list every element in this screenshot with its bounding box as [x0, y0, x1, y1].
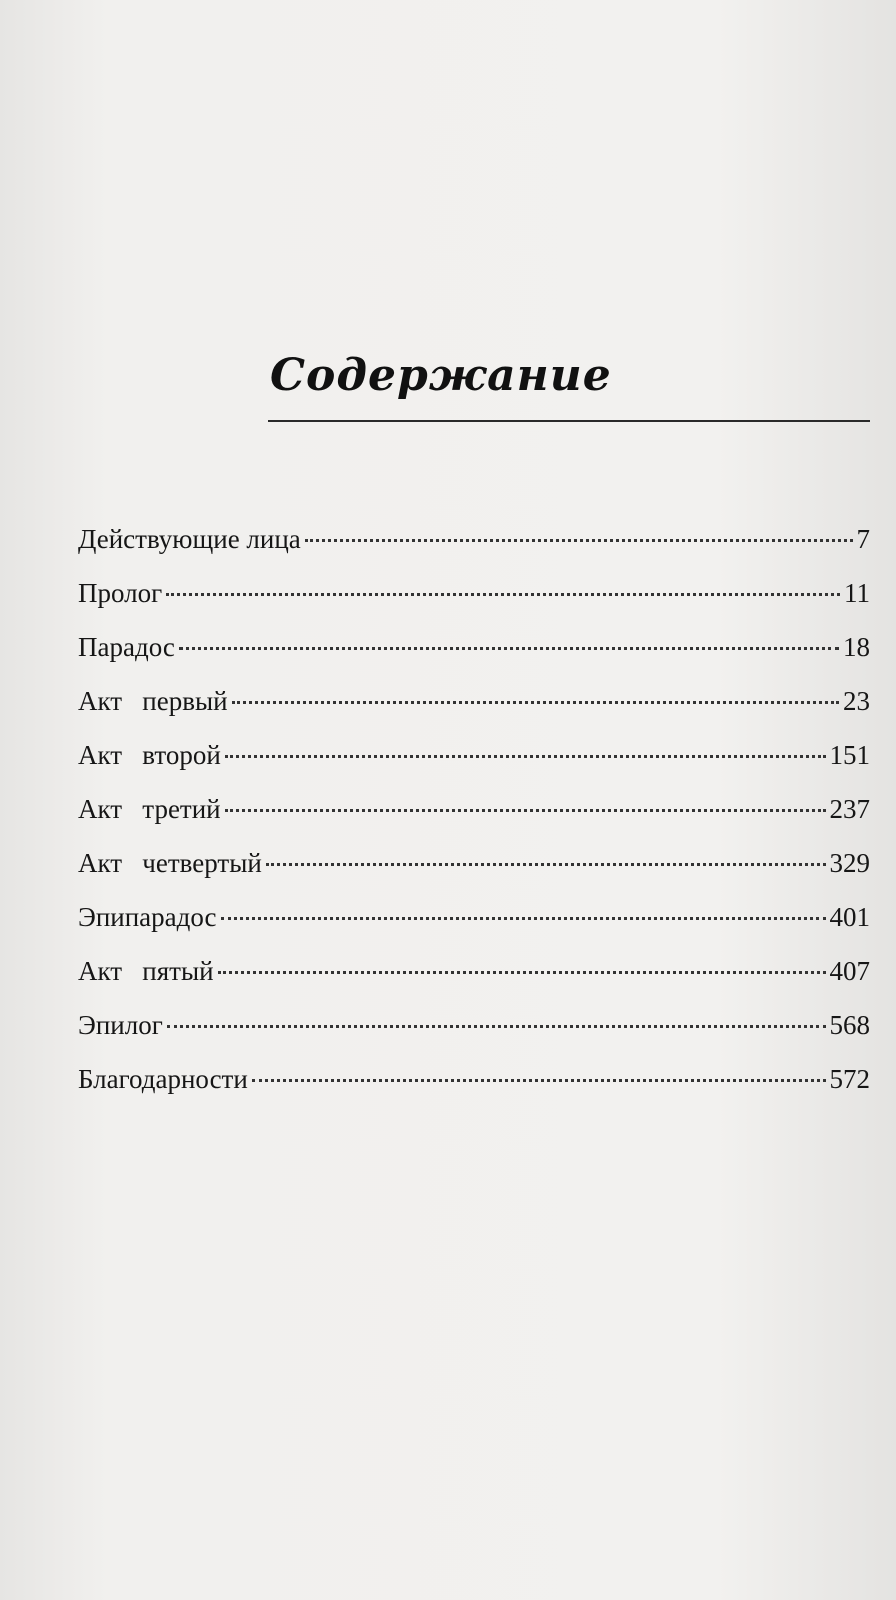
toc-leader-dots: [166, 589, 840, 596]
toc-entry-page: 151: [829, 740, 870, 770]
toc-entry[interactable]: [78, 512, 870, 566]
toc-entry-title: Акт второй: [78, 740, 221, 770]
toc-entry[interactable]: [78, 728, 870, 782]
toc-entry-page: 11: [844, 578, 870, 608]
toc-entry-page: 572: [829, 1064, 870, 1094]
toc-entry-title: Акт пятый: [78, 956, 214, 986]
title-rule: [268, 420, 870, 422]
toc-entry[interactable]: [78, 782, 870, 836]
toc-leader-dots: [232, 697, 839, 704]
page-title: Содержание: [270, 350, 612, 401]
toc-leader-dots: [218, 967, 826, 974]
toc-entry-page: 401: [829, 902, 870, 932]
toc-entry[interactable]: [78, 566, 870, 620]
toc-leader-dots: [305, 535, 853, 542]
toc-entry-title: Акт четвертый: [78, 848, 262, 878]
toc-entry-title: Акт третий: [78, 794, 221, 824]
toc-entry-page: 407: [829, 956, 870, 986]
toc-entry[interactable]: [78, 944, 870, 998]
toc-entry-page: 23: [843, 686, 870, 716]
toc-leader-dots: [221, 913, 826, 920]
toc-entry-title: Пролог: [78, 578, 163, 608]
toc-entry[interactable]: [78, 620, 870, 674]
toc-leader-dots: [225, 751, 826, 758]
toc-entry-page: 568: [829, 1010, 870, 1040]
toc-entry-title: Парадос: [78, 632, 175, 662]
toc-leader-dots: [179, 643, 839, 650]
toc-leader-dots: [225, 805, 826, 812]
toc-entry[interactable]: [78, 1052, 870, 1106]
toc-leader-dots: [266, 859, 826, 866]
toc-entry-title: Акт первый: [78, 686, 228, 716]
toc-entry-title: Эпипарадос: [78, 902, 217, 932]
toc-entry[interactable]: [78, 998, 870, 1052]
toc-leader-dots: [167, 1021, 826, 1028]
toc-entry[interactable]: [78, 674, 870, 728]
toc-entry-page: 7: [856, 524, 870, 554]
toc-leader-dots: [252, 1075, 826, 1082]
toc-entry[interactable]: [78, 890, 870, 944]
toc-entry[interactable]: [78, 836, 870, 890]
toc-entry-title: Эпилог: [78, 1010, 163, 1040]
toc-entry-page: 329: [829, 848, 870, 878]
toc-entry-title: Действующие лица: [78, 524, 301, 554]
toc-entry-page: 237: [829, 794, 870, 824]
toc-entry-page: 18: [843, 632, 870, 662]
toc-entry-title: Благодарности: [78, 1064, 248, 1094]
table-of-contents: [78, 512, 870, 1106]
